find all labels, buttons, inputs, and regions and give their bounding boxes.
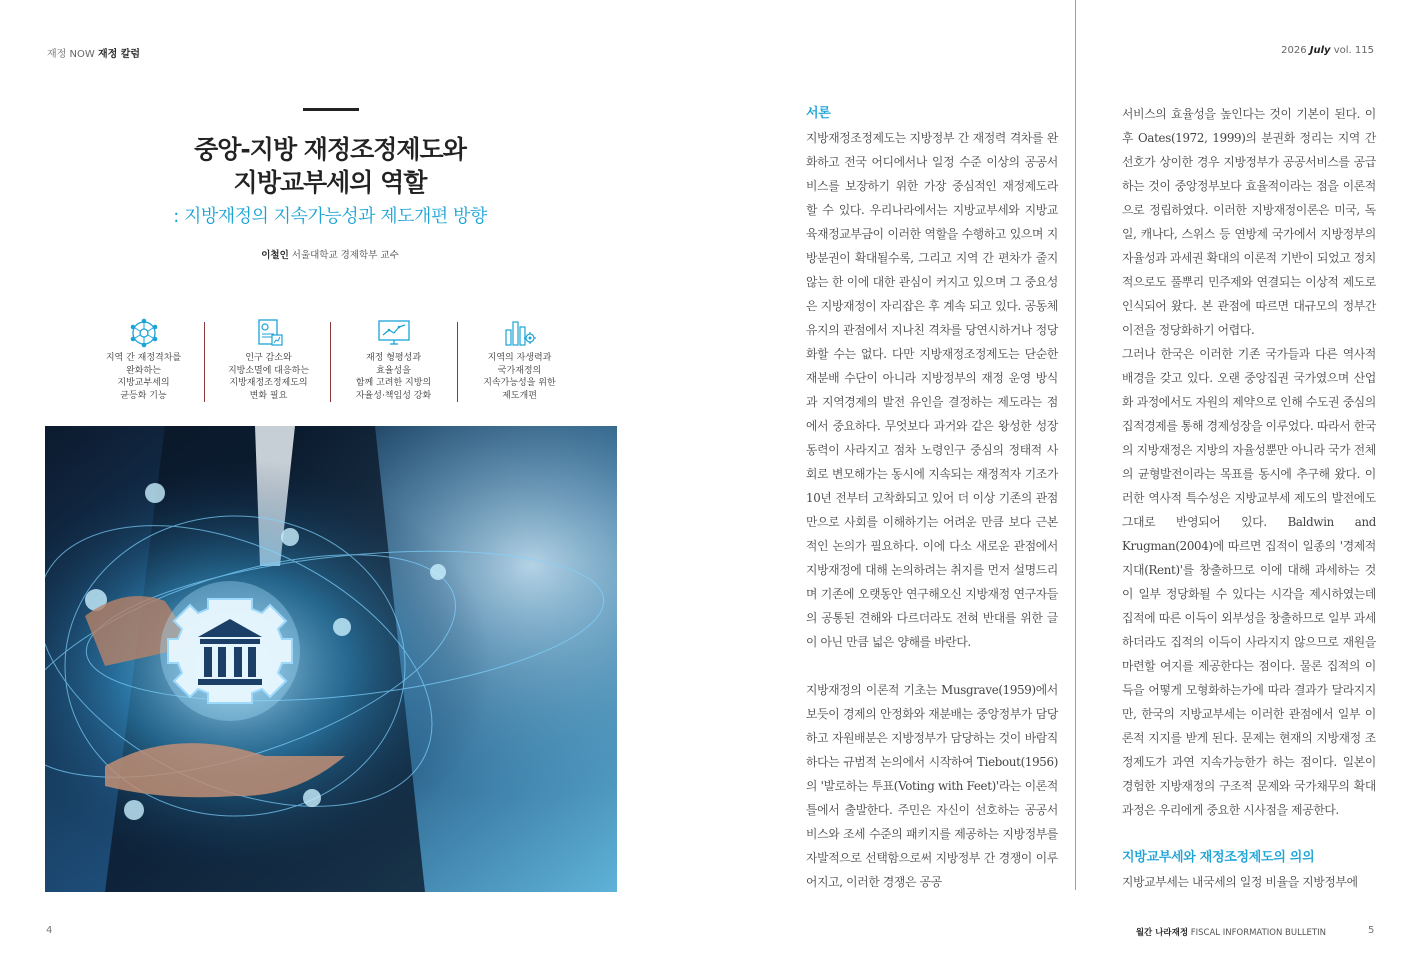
article-title-line2: 지방교부세의 역할 xyxy=(233,168,427,197)
network-icon xyxy=(127,318,161,348)
document-chart-icon xyxy=(252,318,286,348)
author-name: 이철인 xyxy=(261,250,289,261)
issue-year: 2026 xyxy=(1281,45,1307,56)
running-header-left xyxy=(47,45,140,60)
article-photo xyxy=(45,426,617,892)
section-name: 재정 칼럼 xyxy=(97,49,141,60)
paragraph: 그러나 한국은 이러한 기존 국가들과 다른 역사적 배경을 갖고 있다. 오랜 중앙집권 국가였으며 산업화 과정에서도 자원의 제약으로 인해 수도권 중심의 집적경제를 통해 경제성장을 이루었다. 따라서 한국의 지방재정은 지방의 자율성뿐만 아니라 국가 전체의 균형발전이라는 목표를 동시에 추구해 왔다. 이러한 역사적 특수성은 지방교부세 제도의 발전에도 그대로 반영되어 있다. Baldwin and Krugman(2004)에 따르면 집적이 일종의 '경제적 지대(Rent)'를 창출하므로 이에 대해 과세하는 것이 일부 정당화될 수 있다는 시각을 제시하였는데 집적에 따른 이득이 외부성을 창출하므로 일부 과세하더라도 집적의 이득이 사라지지 않으므로 재원을 마련할 여지를 제공한다는 점이다. 물론 집적의 이득을 어떻게 모형화하는가에 따라 결과가 달라지지만, 한국의 지방교부세는 이러한 관점에서 일부 이론적 지지를 받게 된다. 문제는 현재의 지방재정 조정제도가 과연 지속가능한가 하는 점이다. 일본이 경험한 지방재정의 구조적 문제와 국가채무의 확대 과정은 우리에게 중요한 시사점을 제공한다. xyxy=(1122,347,1376,817)
paragraph: 지방재정의 이론적 기초는 Musgrave(1959)에서 보듯이 경제의 안정화와 재분배는 중앙정부가 담당하고 자원배분은 지방정부가 담당하는 것이 바람직하다는 규범적 논의에서 시작하여 Tiebout(1956)의 '발로하는 투표(Voting with Feet)'라는 이론적 틀에서 출발한다. 주민은 자신이 선호하는 공공서비스와 조세 수준의 패키지를 제공하는 지방정부를 자발적으로 선택함으로써 지방정부 간 경쟁이 이루어지고, 이러한 경쟁은 공공 xyxy=(806,683,1058,889)
author-affiliation: 서울대학교 경제학부 교수 xyxy=(291,250,399,261)
article-title-line1: 중앙-지방 재정조정제도와 xyxy=(194,135,466,164)
feature-text: 지역 간 재정격차를 완화하는 지방교부세의 균등화 기능 xyxy=(105,353,182,401)
monitor-chart-icon xyxy=(377,318,411,348)
section-prefix: 재정 NOW xyxy=(47,49,95,60)
issue-month: July xyxy=(1309,45,1331,56)
feature-text: 지역의 자생력과 국가재정의 지속가능성을 위한 제도개편 xyxy=(483,353,556,401)
feature-item xyxy=(206,318,331,402)
page-number-right: 5 xyxy=(1368,925,1375,936)
paragraph: 지방재정조정제도는 지방정부 간 재정력 격차를 완화하고 전국 어디에서나 일정 수준 이상의 공공서비스를 보장하기 위한 가장 중심적인 재정제도라 할 수 있다. 우리나라에서는 지방교부세와 지방교육재정교부금이 이러한 역할을 수행하고 있으며 지방분권이 확대될수록, 그리고 지역 간 편차가 줄지 않는 한 이에 대한 관심이 커지고 있으며 그 중요성은 지방재정이 자리잡은 후 계속 되고 있다. 공동체 유지의 관점에서 지나친 격차를 당연시하거나 정당화할 수는 없다. 다만 지방재정조정제도는 단순한 재분배 수단이 아니라 지방정부의 재정 운영 방식과 지역경제의 발전 유인을 결정하는 제도라는 점에서 중요하다. 무엇보다 과거와 같은 왕성한 성장동력이 사라지고 점차 노령인구 중심의 정태적 사회로 변모해가는 동시에 지속되는 재정적자 기조가 10년 전부터 고착화되고 있어 더 이상 기존의 관점만으로 사회를 이해하기는 어려운 만큼 보다 근본적인 논의가 필요하다. 이에 다소 새로운 관점에서 지방재정에 대해 논의하려는 취지를 먼저 설명드리며 기존에 오랫동안 연구해오신 지방재정 연구자들의 공통된 견해와 다르더라도 전혀 반대를 위한 글이 아닌 만큼 넓은 양해를 바란다. xyxy=(806,131,1058,649)
feature-divider xyxy=(204,322,205,402)
feature-item xyxy=(457,318,582,402)
text-column-1 xyxy=(806,102,1058,894)
publication-footer xyxy=(1136,926,1326,938)
section-heading: 서론 xyxy=(806,106,831,121)
author-line xyxy=(0,247,660,261)
publication-name-en: FISCAL INFORMATION BULLETIN xyxy=(1190,928,1326,938)
bar-gear-icon xyxy=(503,318,537,348)
article-subtitle: : 지방재정의 지속가능성과 제도개편 방향 xyxy=(173,206,487,227)
issue-volume: vol. 115 xyxy=(1333,45,1374,56)
feature-item xyxy=(81,318,206,402)
paragraph: 서비스의 효율성을 높인다는 것이 기본이 된다. 이후 Oates(1972, 1999)의 분권화 정리는 지역 간 선호가 상이한 경우 지방정부가 공공서비스를 공급하는 것이 중앙정부보다 효율적이라는 점을 이론적으로 정립하였다. 이러한 지방재정이론은 미국, 독일, 캐나다, 스위스 등 연방제 국가에서 지방정부의 자율성과 과세권 확대의 이론적 기반이 되었고 정치적으로도 풀뿌리 민주제와 연결되는 이상적 제도로 인식되어 왔다. 본 관점에 따르면 대규모의 정부간 이전을 정당화하기 어렵다. xyxy=(1122,107,1376,337)
page-gutter-line xyxy=(1075,0,1076,890)
paragraph: 지방교부세는 내국세의 일정 비율을 지방정부에 xyxy=(1122,875,1358,889)
title-rule xyxy=(303,108,359,111)
running-header-right xyxy=(1281,45,1374,56)
text-column-2 xyxy=(1122,102,1376,894)
feature-text: 인구 감소와 지방소멸에 대응하는 지방재정조정제도의 변화 필요 xyxy=(227,353,310,401)
feature-item xyxy=(331,318,456,402)
page-number-left: 4 xyxy=(46,925,53,936)
publication-name-kr: 월간 나라재정 xyxy=(1135,928,1189,938)
feature-text: 재정 형평성과 효율성을 함께 고려한 지방의 자율성·책임성 강화 xyxy=(355,353,432,401)
section-heading: 지방교부세와 재정조정제도의 의의 xyxy=(1122,850,1315,865)
